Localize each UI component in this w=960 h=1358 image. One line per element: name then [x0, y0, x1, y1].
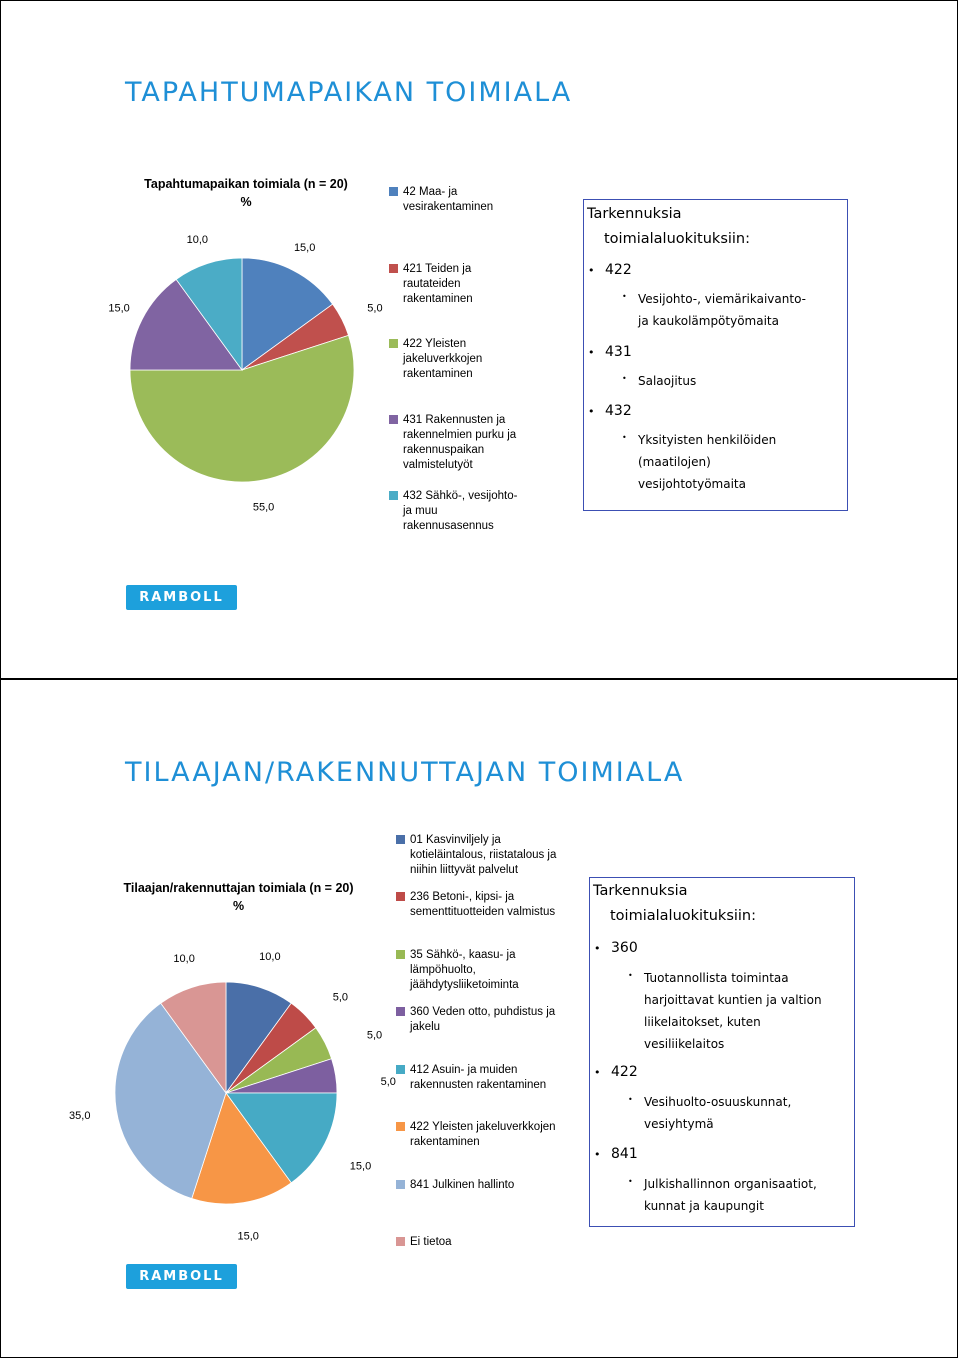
- legend-label: 422 Yleisten jakeluverkkojen rakentaminen: [403, 338, 483, 380]
- legend-swatch: [396, 1065, 405, 1074]
- legend-label: 42 Maa- ja vesirakentaminen: [403, 186, 494, 213]
- ramboll-logo: RAMBOLL: [126, 1264, 237, 1289]
- info-description: Salaojitus: [638, 374, 697, 388]
- legend-label: 421 Teiden ja rautateiden rakentaminen: [403, 263, 473, 305]
- data-label: 5,0: [332, 991, 349, 1004]
- bullet: •: [588, 346, 595, 359]
- bullet: •: [588, 405, 595, 418]
- legend-label: 236 Betoni-, kipsi- ja sementtituotteiden valmistus: [410, 891, 556, 918]
- legend-item: [389, 489, 517, 534]
- chart-title: Tapahtumapaikan toimiala (n = 20) %: [144, 177, 348, 209]
- legend-swatch: [389, 264, 398, 273]
- data-label: 10,0: [186, 233, 209, 246]
- legend-item: [396, 1005, 555, 1035]
- legend-item: [396, 833, 556, 878]
- legend-item: [396, 890, 555, 920]
- legend-swatch: [389, 187, 398, 196]
- data-label: 15,0: [293, 242, 316, 255]
- ramboll-logo: RAMBOLL: [126, 585, 237, 610]
- info-title: Tarkennuksia: [593, 883, 688, 899]
- legend-item: [396, 1178, 514, 1193]
- slide-2: [0, 679, 958, 1358]
- legend-label: 01 Kasvinviljely ja kotieläintalous, riistatalous ja niihin liittyvät palvelut: [410, 834, 557, 876]
- info-description: vesiliikelaitos: [644, 1037, 725, 1051]
- info-description: (maatilojen): [638, 455, 711, 469]
- info-description: Vesijohto-, viemärikaivanto-: [638, 292, 806, 306]
- info-description: vesijohtotyömaita: [638, 477, 746, 491]
- slide-1: [0, 0, 958, 680]
- info-code: 432: [605, 403, 632, 419]
- pie-chart: [69, 945, 396, 1245]
- info-description: ja kaukolämpötyömaita: [638, 314, 779, 328]
- info-description: vesiyhtymä: [644, 1117, 714, 1131]
- data-label: 15,0: [237, 1230, 259, 1243]
- legend-item: [389, 185, 493, 215]
- data-label: 10,0: [173, 952, 195, 965]
- info-description: liikelaitokset, kuten: [644, 1015, 761, 1029]
- sub-bullet: •: [622, 374, 627, 383]
- legend-label: 422 Yleisten jakeluverkkojen rakentaminen: [410, 1121, 556, 1148]
- data-label: 55,0: [252, 501, 275, 514]
- bullet: •: [594, 942, 601, 955]
- info-code: 422: [605, 262, 632, 278]
- sub-bullet: •: [628, 971, 633, 980]
- info-box: [589, 877, 855, 1227]
- info-description: Vesihuolto-osuuskunnat,: [644, 1095, 792, 1109]
- info-description: kunnat ja kaupungit: [644, 1199, 764, 1213]
- legend-swatch: [396, 835, 405, 844]
- data-label: 15,0: [349, 1160, 372, 1173]
- bullet: •: [594, 1066, 601, 1079]
- info-code: 841: [611, 1146, 638, 1162]
- data-label: 5,0: [367, 302, 383, 315]
- sub-bullet: •: [628, 1177, 633, 1186]
- data-label: 35,0: [69, 1110, 91, 1123]
- data-label: 5,0: [366, 1029, 383, 1042]
- info-title: toimialaluokituksiin:: [604, 231, 751, 247]
- legend-swatch: [396, 1122, 405, 1131]
- chart-title: Tilaajan/rakennuttajan toimiala (n = 20) %: [123, 881, 354, 913]
- legend-swatch: [389, 491, 398, 500]
- legend-label: 431 Rakennusten ja rakennelmien purku ja rakennuspaikan valmistelutyöt: [403, 414, 517, 471]
- legend-swatch: [396, 1007, 405, 1016]
- legend-swatch: [396, 1180, 405, 1189]
- legend-label: 841 Julkinen hallinto: [410, 1179, 515, 1191]
- slide-title: TILAAJAN/RAKENNUTTAJAN TOIMIALA: [125, 757, 685, 788]
- bullet: •: [594, 1148, 601, 1161]
- legend-item: [389, 413, 516, 473]
- legend-label: 360 Veden otto, puhdistus ja jakelu: [410, 1006, 556, 1033]
- info-code: 431: [605, 344, 632, 360]
- sub-bullet: •: [622, 433, 627, 442]
- legend-item: [396, 1063, 546, 1093]
- data-label: 15,0: [108, 302, 130, 315]
- legend-label: 412 Asuin- ja muiden rakennusten rakentaminen: [410, 1064, 547, 1091]
- info-description: Yksityisten henkilöiden: [638, 433, 777, 447]
- legend-label: 35 Sähkö-, kaasu- ja lämpöhuolto, jäähdytysliiketoiminta: [410, 949, 519, 991]
- data-label: 10,0: [259, 950, 281, 963]
- info-description: Tuotannollista toimintaa: [644, 971, 789, 985]
- info-title: Tarkennuksia: [587, 206, 682, 222]
- info-code: 360: [611, 940, 638, 956]
- legend-swatch: [396, 892, 405, 901]
- slide-title: TAPAHTUMAPAIKAN TOIMIALA: [125, 77, 573, 108]
- legend-item: [389, 262, 473, 307]
- legend-item: [396, 1120, 556, 1150]
- info-code: 422: [611, 1064, 638, 1080]
- info-description: Julkishallinnon organisaatiot,: [644, 1177, 817, 1191]
- legend-label: Ei tietoa: [410, 1236, 452, 1248]
- legend-label: 432 Sähkö-, vesijohto- ja muu rakennusasennus: [403, 490, 518, 532]
- legend-swatch: [389, 339, 398, 348]
- legend-item: [389, 337, 482, 382]
- info-title: toimialaluokituksiin:: [610, 908, 757, 924]
- legend-swatch: [389, 415, 398, 424]
- legend-item: [396, 1235, 452, 1250]
- data-label: 5,0: [380, 1075, 396, 1088]
- legend-item: [396, 948, 519, 993]
- bullet: •: [588, 264, 595, 277]
- sub-bullet: •: [622, 292, 627, 301]
- info-box: [583, 199, 848, 511]
- legend-swatch: [396, 1237, 405, 1246]
- info-description: harjoittavat kuntien ja valtion: [644, 993, 822, 1007]
- sub-bullet: •: [628, 1095, 633, 1104]
- legend-swatch: [396, 950, 405, 959]
